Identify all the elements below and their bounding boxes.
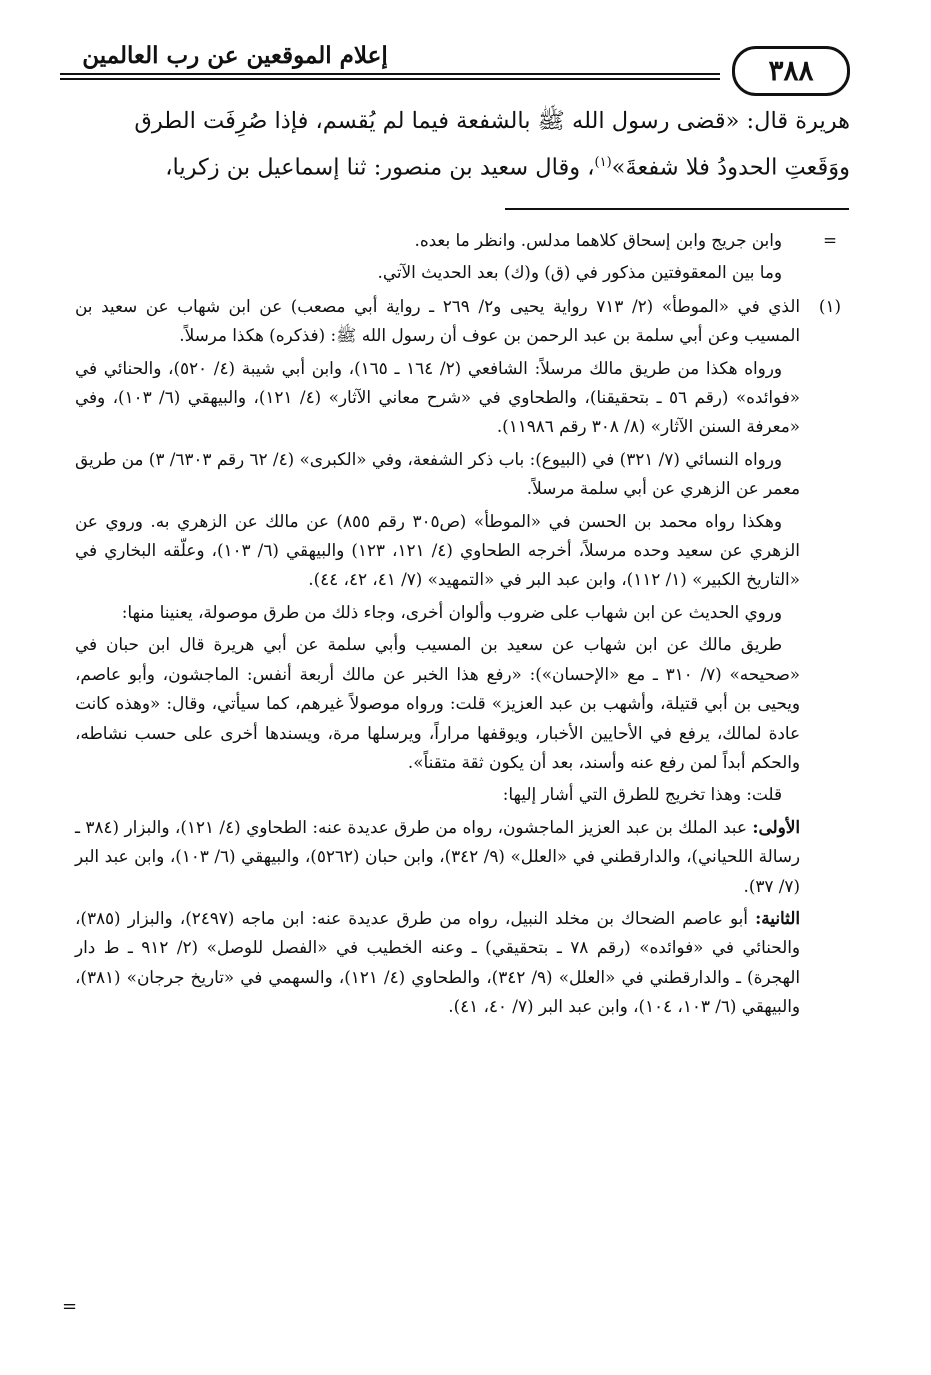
- main-text-segment: ، وقال سعيد بن منصور: ثنا إسماعيل بن زكريا،: [165, 154, 595, 181]
- footnote-paragraph: وما بين المعقوفتين مذكور في (ق) و(ك) بعد الحديث الآتي.: [377, 262, 782, 283]
- footnote-paragraph: طريق مالك عن ابن شهاب عن سعيد بن المسيب وأبي سلمة عن أبي هريرة قال ابن حبان في «صحيحه» (٧/ ٣١٠ ـ مع «الإحسان»): «رفع هذا الخبر عن مالك أربعة أنفس: الماجشون، وأبو عاصم، ويحيى بن أبي قتيلة، وأشهب بن عبد العزيز» قلت: ورواه موصولاً غيرهم، كما سيأتي، وقال: «وهذه كانت عادة لمالك، يرفع في الأحايين الأخبار، ويوقفها مراراً، ويرسلها مرة، ويسندها أخرى على حسب نشاطه، والحكم أبداً لمن رفع عنه وأسند، بعد أن يكون ثقة متقناً».: [75, 634, 801, 772]
- footnote-marker: (١): [818, 295, 842, 316]
- footnote-paragraph: [75, 904, 800, 1022]
- footnote-paragraph: ورواه هكذا من طريق مالك مرسلاً: الشافعي (٢/ ١٦٤ ـ ١٦٥)، وابن أبي شيبة (٤/ ٥٢٠)، والحنائي في «فوائده» (رقم ٥٦ ـ بتحقيقنا)، والطحاوي في «شرح معاني الآثار» (٤/ ١٢١)، والبيهقي (٦/ ١٠٣)، وفي «معرفة السنن الآثار» (٨/ ٣٠٨ رقم ١١٩٨٦).: [75, 357, 800, 437]
- main-text-line: [75, 142, 850, 189]
- route-heading: الأولى:: [752, 816, 800, 837]
- footnote-paragraph: وهكذا رواه محمد بن الحسن في «الموطأ» (ص٣٠٥ رقم ٨٥٥) عن مالك عن الزهري به. وروي عن الزهري عن سعيد وحده مرسلاً، أخرجه الطحاوي (٤/ ١٢١، ١٢٣) والبيهقي (٦/ ١٠٣)، وعلّقه البخاري في «التاريخ الكبير» (١/ ١١٢)، وابن عبد البر في «التمهيد» (٧/ ٤١، ٤٢، ٤٤).: [75, 510, 800, 590]
- footnote-paragraph: وروي الحديث عن ابن شهاب على ضروب وألوان أخرى، وجاء ذلك من طرق موصولة، يعنينا منها:: [121, 601, 782, 622]
- main-text-segment: ووَقَعتِ الحدودُ فلا شفعةَ»: [611, 154, 850, 181]
- footnote-paragraph: قلت: وهذا تخريج للطرق التي أشار إليها:: [502, 784, 782, 805]
- page-number: ٣٨٨: [732, 46, 850, 96]
- footnote-paragraph: [75, 813, 800, 901]
- footnote-paragraph: وابن جريج وابن إسحاق كلاهما مدلس. وانظر ما بعده.: [414, 230, 782, 250]
- footnotes: [75, 226, 850, 1026]
- footnote-paragraph: ورواه النسائي (٧/ ٣٢١) في (البيوع): باب ذكر الشفعة، وفي «الكبرى» (٤/ ٦٢ رقم ٦٣٠٣/ ٣) من طريق معمر عن الزهري عن أبي سلمة مرسلاً.: [75, 448, 800, 499]
- continues-marker: =: [62, 1296, 78, 1317]
- footnote-separator: [505, 208, 849, 210]
- route-heading: الثانية:: [755, 907, 800, 928]
- continuation-marker: =: [822, 230, 838, 250]
- book-title: إعلام الموقعين عن رب العالمين: [82, 42, 388, 69]
- footnote-paragraph: الذي في «الموطأ» (٢/ ٧١٣ رواية يحيى و٢/ ٢٦٩ ـ رواية أبي مصعب) عن ابن شهاب عن سعيد بن المسيب وعن أبي سلمة بن عبد الرحمن بن عوف أن رسول الله ﷺ: (فذكره) هكذا مرسلاً.: [75, 295, 800, 346]
- route-text: عبد الملك بن عبد العزيز الماجشون، رواه من طرق عديدة عنه: الطحاوي (٤/ ١٢١)، والبزار (٣٨٤ ـ رسالة اللحياني)، والدارقطني في «العلل» (٩/ ٣٤٢)، وابن حبان (٥٢٦٢)، والبيهقي (٦/ ١٠٣)، وابن عبد البر (٧/ ٣٧).: [75, 816, 800, 896]
- page-header: [60, 40, 850, 96]
- footnote-ref[interactable]: (١): [594, 155, 612, 170]
- footnote-continuation: [75, 226, 850, 288]
- footnote-1: [75, 292, 850, 1022]
- main-text-line: هريرة قال: «قضى رسول الله ﷺ بالشفعة فيما لم يُقسم، فإذا صُرِفَت الطرق: [134, 108, 850, 134]
- main-text: [75, 100, 850, 189]
- route-text: أبو عاصم الضحاك بن مخلد النبيل، رواه من طرق عديدة عنه: ابن ماجه (٢٤٩٧)، والبزار (٣٨٥)، والحنائي في «فوائده» (رقم ٧٨ ـ بتحقيقي) ـ وعنه الخطيب في «الفصل للوصل» (٢/ ٩١٢ ـ ط دار الهجرة) ـ والدارقطني في «العلل» (٩/ ٣٤٢)، والطحاوي (٤/ ١٢١)، والسهمي في «تاريخ جرجان» (٣٨١)، والبيهقي (٦/ ١٠٣، ١٠٤)، وابن عبد البر (٧/ ٤٠، ٤١).: [75, 907, 800, 1017]
- header-rule: [60, 73, 720, 80]
